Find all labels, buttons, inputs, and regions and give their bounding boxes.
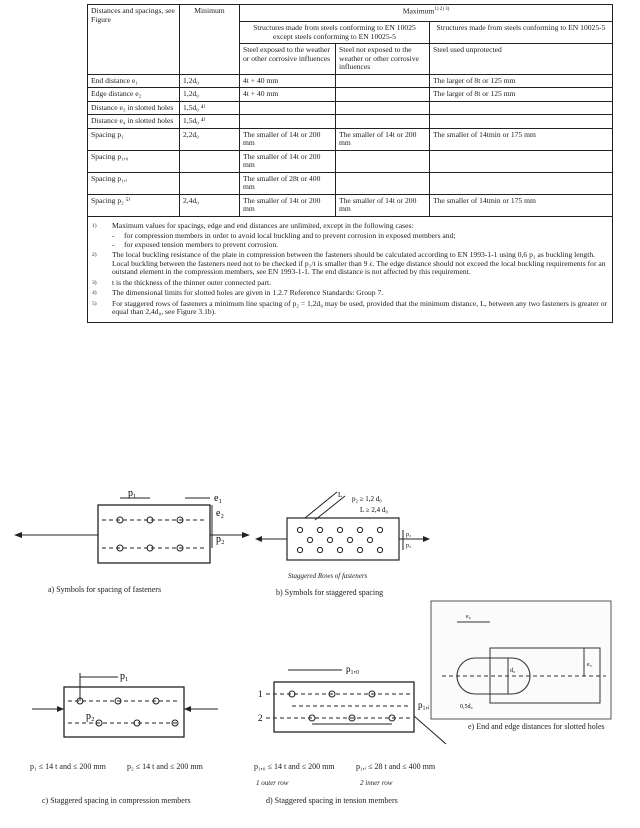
- e4-label: e₄: [466, 614, 471, 620]
- arrowhead-right-icon: [423, 536, 430, 542]
- row-c1: The smaller of 28t or 400 mm: [240, 172, 336, 194]
- arrowhead-left-icon: [184, 706, 191, 712]
- row-label: Distance e₃ in slotted holes: [88, 101, 180, 115]
- design-rules-document: [87, 4, 612, 323]
- bolt-hole-icon: [327, 537, 332, 542]
- row-c3: The smaller of 14tmin or 175 mm: [430, 194, 613, 216]
- row-c1: 4t + 40 mm: [240, 74, 336, 88]
- table-row: [88, 128, 613, 150]
- arrowhead-left-icon: [255, 536, 262, 542]
- bolt-hole-icon: [347, 537, 352, 542]
- caption-figure-c: c) Staggered spacing in compression members: [42, 796, 191, 805]
- row-1-label: 1: [258, 689, 263, 699]
- inner-row-note: 2 inner row: [360, 779, 393, 787]
- bolt-hole-icon: [357, 547, 362, 552]
- row-c1: [240, 115, 336, 129]
- arrowhead-left-icon: [14, 532, 22, 538]
- row-c2: [336, 150, 430, 172]
- row-c1: 4t + 40 mm: [240, 88, 336, 102]
- row-min: 2,4d₀: [180, 194, 240, 216]
- maximum-label: Maximum: [402, 6, 435, 16]
- figure-b-diagram: [255, 490, 430, 580]
- bolt-hole-icon: [337, 547, 342, 552]
- row-c1: [240, 101, 336, 115]
- row-c1: The smaller of 14t or 200 mm: [240, 194, 336, 216]
- row-c2: The smaller of 14t or 200 mm: [336, 194, 430, 216]
- bolt-hole-icon: [317, 547, 322, 552]
- bolt-hole-icon: [377, 527, 382, 532]
- row-c2: [336, 115, 430, 129]
- e3-label: e₃: [587, 662, 592, 668]
- table-row: [88, 101, 613, 115]
- note-text: t is the thickness of the thinner outer connected part.: [112, 277, 271, 287]
- header-minimum: Minimum: [180, 5, 240, 75]
- row-label: Spacing p₁: [88, 128, 180, 150]
- row-label: Distance e₄ in slotted holes: [88, 115, 180, 129]
- e2-label: e₂: [216, 508, 224, 519]
- row-c2: [336, 74, 430, 88]
- row-c3: The larger of 8t or 125 mm: [430, 88, 613, 102]
- plate-outline: [287, 518, 399, 560]
- note-1-bullet-2: - for exposed tension members to prevent corrosion.: [112, 239, 279, 249]
- l-line: [315, 496, 345, 520]
- row-c3: [430, 150, 613, 172]
- bolt-hole-icon: [297, 527, 302, 532]
- row-c2: [336, 172, 430, 194]
- row-min: [180, 172, 240, 194]
- figure-a-diagram: [10, 490, 250, 580]
- table-row: [88, 88, 613, 102]
- header-group-b: Structures made from steels conforming to EN 10025-5: [430, 22, 613, 44]
- p10-label: p₁,₀: [346, 664, 360, 674]
- row-min: 2,2d₀: [180, 128, 240, 150]
- table-row: [88, 172, 613, 194]
- row-label: Spacing p₂ ⁵⁾: [88, 194, 180, 216]
- table-row: [88, 150, 613, 172]
- l-line: [305, 492, 337, 518]
- table-row: [88, 74, 613, 88]
- row-2-label: 2: [258, 713, 263, 723]
- formula-p2-limit: p₂ ≤ 14 t and ≤ 200 mm: [127, 762, 203, 771]
- caption-figure-b: b) Symbols for staggered spacing: [276, 588, 384, 597]
- note-1: [92, 222, 608, 231]
- note-text: Maximum values for spacings, edge and end distances are unlimited, except in the following cases:: [112, 220, 414, 230]
- figure-c-diagram: [28, 665, 228, 741]
- staggered-rows-label: Staggered Rows of fasteners: [288, 572, 368, 580]
- header-maximum: [240, 5, 613, 22]
- row-min: 1,2d₀: [180, 74, 240, 88]
- p2-label: p₂: [216, 534, 225, 545]
- bolt-hole-icon: [357, 527, 362, 532]
- row-c3: [430, 101, 613, 115]
- bolt-hole-icon: [317, 527, 322, 532]
- figure-d-diagram: [252, 660, 452, 750]
- half-d0-label: 0,5d₀: [460, 704, 473, 710]
- row-label: Spacing p₁,ᵢ: [88, 172, 180, 194]
- formula-p1i-limit: p₁,ᵢ ≤ 28 t and ≤ 400 mm: [356, 762, 436, 771]
- arrowhead-right-icon: [242, 532, 250, 538]
- row-min: 1,5d₀ ⁴⁾: [180, 101, 240, 115]
- l-label: L: [338, 491, 343, 499]
- bolt-hole-icon: [297, 547, 302, 552]
- formula-p10-limit: p₁,₀ ≤ 14 t and ≤ 200 mm: [254, 762, 335, 771]
- bolt-hole-icon: [367, 537, 372, 542]
- caption-figure-e: e) End and edge distances for slotted holes: [468, 722, 605, 731]
- plate-outline: [64, 687, 184, 737]
- note-4: [92, 289, 608, 298]
- header-sub-exposed: Steel exposed to the weather or other corrosive influences: [240, 44, 336, 75]
- row-c2: The smaller of 14t or 200 mm: [336, 128, 430, 150]
- rule-p2-label: p₂ ≥ 1,2 d₀: [352, 495, 382, 503]
- note-2: [92, 251, 608, 277]
- figure-e-diagram: [430, 600, 612, 720]
- row-c1: The smaller of 14t or 200 mm: [240, 150, 336, 172]
- p2-label-a: p₂: [406, 532, 412, 538]
- d0-label: d₀: [510, 668, 516, 674]
- note-text: For staggered rows of fasteners a minimum line spacing of p₂ = 1,2d₀ may be used, provided that the minimum distance, L, between any two fasteners is greater or equal than 2,4d₀, see Figure 3.1b).: [112, 298, 608, 316]
- bullet-text: for exposed tension members to prevent corrosion.: [124, 239, 279, 249]
- note-number: 3): [92, 279, 97, 286]
- formula-p1-limit: p₁ ≤ 14 t and ≤ 200 mm: [30, 762, 106, 771]
- header-distances: Distances and spacings, see Figure: [88, 5, 180, 75]
- note-number: 5): [92, 300, 97, 307]
- bolt-hole-icon: [377, 547, 382, 552]
- row-label: End distance e₁: [88, 74, 180, 88]
- row-min: 1,5d₀ ⁴⁾: [180, 115, 240, 129]
- row-c1: The smaller of 14t or 200 mm: [240, 128, 336, 150]
- note-number: 1): [92, 222, 97, 229]
- outer-row-note: 1 outer row: [256, 779, 289, 787]
- row-c3: [430, 172, 613, 194]
- table-row: [88, 194, 613, 216]
- row-c3: The larger of 8t or 125 mm: [430, 74, 613, 88]
- p1-label: p₁: [120, 671, 129, 682]
- bullet-text: for compression members in order to avoid local buckling and to prevent corrosion in exposed members and;: [124, 231, 456, 240]
- plate-outline: [98, 505, 210, 563]
- arrowhead-right-icon: [57, 706, 64, 712]
- note-1-bullet-1: - for compression members in order to avoid local buckling and to prevent corrosion in exposed members and;: [112, 231, 456, 240]
- p1-label: p₁: [128, 490, 137, 499]
- row-label: Edge distance e₂: [88, 88, 180, 102]
- row-c2: [336, 88, 430, 102]
- header-sub-not-exposed: Steel not exposed to the weather or other corrosive influences: [336, 44, 430, 75]
- caption-figure-d: d) Staggered spacing in tension members: [266, 796, 398, 805]
- row-min: [180, 150, 240, 172]
- row-min: 1,2d₀: [180, 88, 240, 102]
- maximum-notes: 1) 2) 3): [434, 7, 450, 12]
- row-label: Spacing p₁,₀: [88, 150, 180, 172]
- caption-figure-a: a) Symbols for spacing of fasteners: [48, 585, 162, 594]
- note-text: The dimensional limits for slotted holes are given in 1.2.7 Reference Standards: Group 7.: [112, 288, 384, 297]
- table-notes: [88, 216, 613, 322]
- p2-label: p₂: [86, 711, 95, 722]
- note-number: 2): [92, 252, 97, 258]
- header-sub-unprotected: Steel used unprotected: [430, 44, 613, 75]
- header-group-a: Structures made from steels conforming to EN 10025 except steels conforming to EN 10025-5: [240, 22, 430, 44]
- table-row: [88, 115, 613, 129]
- p1i-label: p₁,ᵢ: [418, 700, 430, 710]
- force-arrow-right: [414, 716, 446, 744]
- note-5: [92, 300, 608, 317]
- row-c2: [336, 101, 430, 115]
- note-3: [92, 279, 608, 288]
- bolt-hole-icon: [307, 537, 312, 542]
- spacing-table: [87, 4, 613, 323]
- note-text: The local buckling resistance of the plate in compression between the fasteners should be calculated according to EN 1993-1-1 using 0,6 p₁ as buckling length. Local buckling between the fasteners need not to be checked if p₁/t is smaller than 9 ε. The edge distance should not exceed the local buckling requirements for an outstand element in the compression members, see EN 1993-1-1. The end distance is not affected by this requirement.: [112, 250, 606, 276]
- p2-label-b: p₂: [406, 543, 412, 549]
- note-number: 4): [92, 290, 97, 296]
- row-c3: [430, 115, 613, 129]
- e1-label: e₁: [214, 493, 222, 504]
- row-c3: The smaller of 14tmin or 175 mm: [430, 128, 613, 150]
- rule-l-label: L ≥ 2,4 d₀: [360, 506, 388, 514]
- bolt-hole-icon: [337, 527, 342, 532]
